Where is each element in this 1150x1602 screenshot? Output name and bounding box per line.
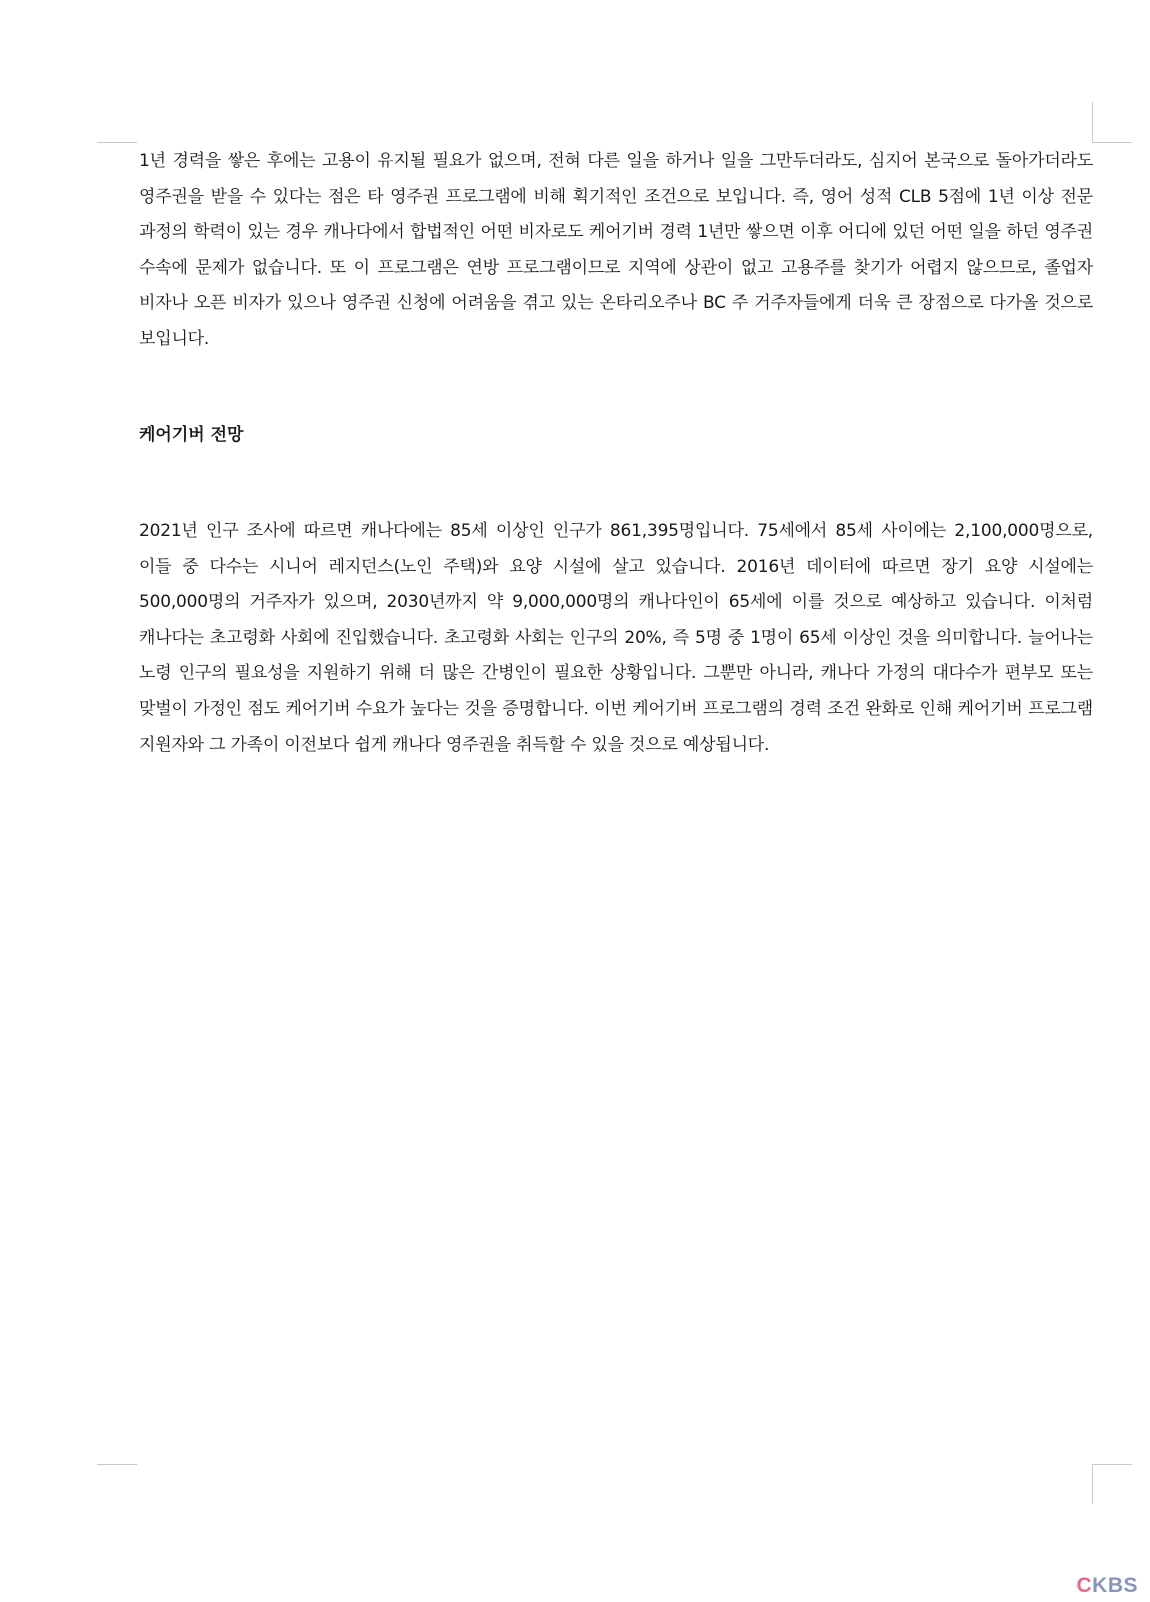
crop-mark-bottom-right-v — [1092, 1464, 1093, 1504]
body-text-block-2 — [139, 514, 1093, 763]
crop-mark-bottom-left-h — [97, 1464, 137, 1465]
crop-mark-bottom-right-h — [1092, 1464, 1132, 1465]
body-text-block-1 — [139, 144, 1093, 358]
crop-mark-top-right-h — [1092, 142, 1132, 143]
crop-mark-top-right-v — [1092, 102, 1093, 142]
logo-letter-c: C — [1076, 1574, 1093, 1597]
section-heading: 케어기버 전망 — [139, 425, 244, 445]
logo-letters-kbs: KBS — [1092, 1574, 1138, 1597]
paragraph-outlook: 2021년 인구 조사에 따르면 캐나다에는 85세 이상인 인구가 861,395명입니다. 75세에서 85세 사이에는 2,100,000명으로, 이들 중 다수는 시니어 레지던스(노인 주택)와 요양 시설에 살고 있습니다. 2016년 데이터에 따르면 장기 요양 시설에는 500,000명의 거주자가 있으며, 2030년까지 약 9,000,000명의 캐나다인이 65세에 이를 것으로 예상하고 있습니다. 이처럼 캐나다는 초고령화 사회에 진입했습니다. 초고령화 사회는 인구의 20%, 즉 5명 중 1명이 65세 이상인 것을 의미합니다. 늘어나는 노령 인구의 필요성을 지원하기 위해 더 많은 간병인이 필요한 상황입니다. 그뿐만 아니라, 캐나다 가정의 대다수가 편부모 또는 맞벌이 가정인 점도 케어기버 수요가 높다는 것을 증명합니다. 이번 케어기버 프로그램의 경력 조건 완화로 인해 케어기버 프로그램 지원자와 그 가족이 이전보다 쉽게 캐나다 영주권을 취득할 수 있을 것으로 예상됩니다. — [139, 521, 1093, 755]
ckbs-logo — [1076, 1574, 1138, 1598]
paragraph-eligibility: 1년 경력을 쌓은 후에는 고용이 유지될 필요가 없으며, 전혀 다른 일을 하거나 일을 그만두더라도, 심지어 본국으로 돌아가더라도 영주권을 받을 수 있다는 점은 타 영주권 프로그램에 비해 획기적인 조건으로 보입니다. 즉, 영어 성적 CLB 5점에 1년 이상 전문 과정의 학력이 있는 경우 캐나다에서 합법적인 어떤 비자로도 케어기버 경력 1년만 쌓으면 이후 어디에 있던 어떤 일을 하던 영주권 수속에 문제가 없습니다. 또 이 프로그램은 연방 프로그램이므로 지역에 상관이 없고 고용주를 찾기가 어렵지 않으므로, 졸업자 비자나 오픈 비자가 있으나 영주권 신청에 어려움을 겪고 있는 온타리오주나 BC 주 거주자들에게 더욱 큰 장점으로 다가올 것으로 보입니다. — [139, 151, 1093, 349]
crop-mark-top-left-h — [97, 142, 137, 143]
